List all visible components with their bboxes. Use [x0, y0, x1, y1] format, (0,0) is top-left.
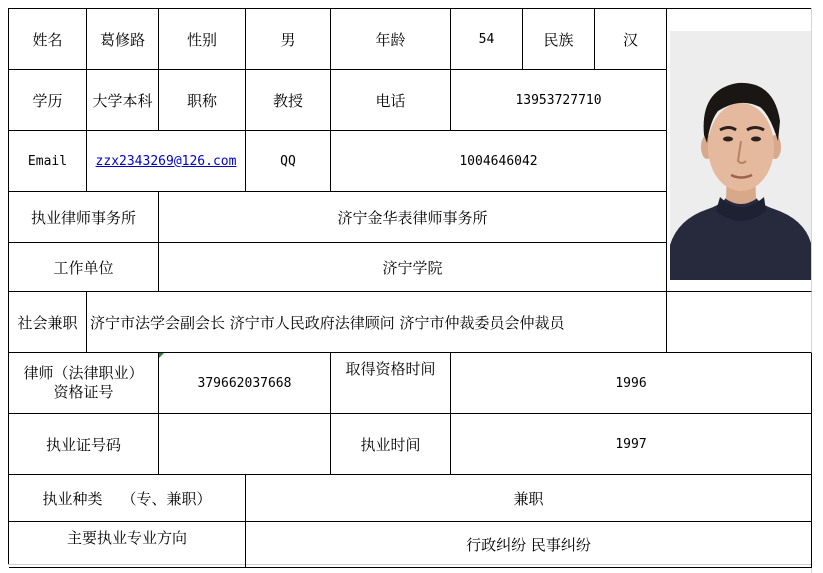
qual-time-label: 取得资格时间: [331, 353, 451, 414]
practice-time-value[interactable]: 1997: [451, 414, 812, 475]
social-label: 社会兼职: [9, 292, 87, 353]
education-label: 学历: [9, 70, 87, 131]
email-label: Email: [9, 131, 87, 192]
gender-label: 性别: [159, 9, 246, 70]
license-value[interactable]: [159, 414, 331, 475]
ethnicity-value[interactable]: 汉: [595, 9, 667, 70]
qq-label: QQ: [246, 131, 331, 192]
specialty-label: 主要执业专业方向: [9, 522, 246, 568]
phone-label: 电话: [331, 70, 451, 131]
email-cell: [87, 131, 246, 192]
age-value[interactable]: 54: [451, 9, 523, 70]
firm-label: 执业律师事务所: [9, 192, 159, 243]
employer-label: 工作单位: [9, 243, 159, 292]
cert-number[interactable]: 379662037668: [159, 353, 331, 414]
name-label: 姓名: [9, 9, 87, 70]
firm-value[interactable]: 济宁金华表律师事务所: [159, 192, 667, 243]
specialty-value[interactable]: 行政纠纷 民事纠纷: [246, 522, 812, 568]
practice-type-value[interactable]: 兼职: [246, 475, 812, 522]
gender-value[interactable]: 男: [246, 9, 331, 70]
employer-value[interactable]: 济宁学院: [159, 243, 667, 292]
ethnicity-label: 民族: [523, 9, 595, 70]
phone-value[interactable]: 13953727710: [451, 70, 667, 131]
qual-time-value[interactable]: 1996: [451, 353, 812, 414]
cert-label-line2: 资格证号: [53, 383, 114, 401]
empty-cell-social-right[interactable]: [667, 292, 812, 353]
qq-value[interactable]: 1004646042: [331, 131, 667, 192]
email-link[interactable]: zzx2343269@126.com: [95, 153, 237, 169]
cert-label-line1: 律师（法律职业）: [23, 364, 144, 382]
practice-time-label: 执业时间: [331, 414, 451, 475]
title-label: 职称: [159, 70, 246, 131]
social-value[interactable]: 济宁市法学会副会长 济宁市人民政府法律顾问 济宁市仲裁委员会仲裁员: [87, 292, 667, 353]
cert-label: [9, 353, 159, 414]
age-label: 年龄: [331, 9, 451, 70]
title-value[interactable]: 教授: [246, 70, 331, 131]
license-label: 执业证号码: [9, 414, 159, 475]
education-value[interactable]: 大学本科: [87, 70, 159, 131]
portrait-photo: [670, 31, 811, 280]
name-value[interactable]: 葛修路: [87, 9, 159, 70]
practice-type-label: 执业种类 （专、兼职）: [9, 475, 246, 522]
